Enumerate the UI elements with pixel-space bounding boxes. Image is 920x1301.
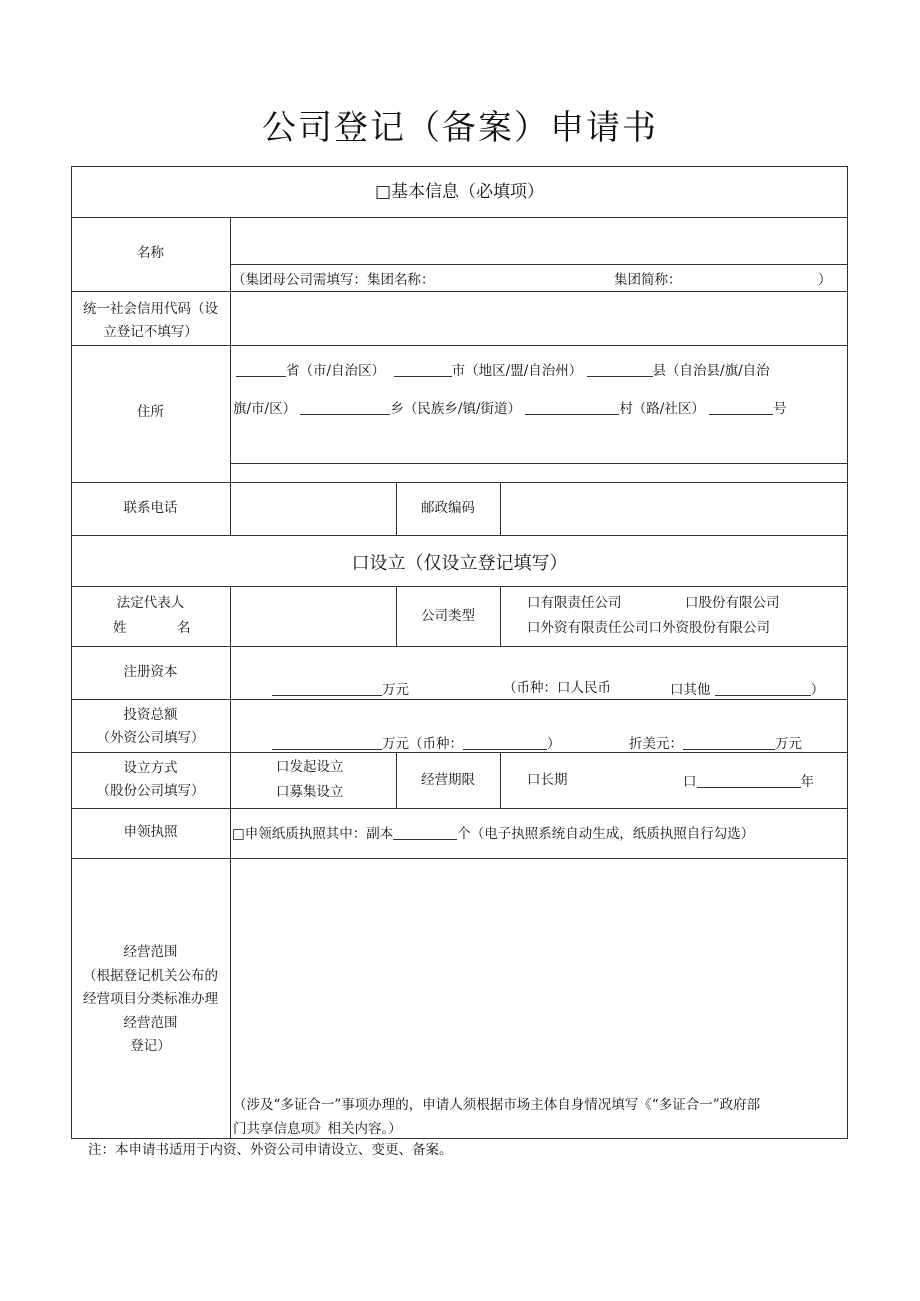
name-input[interactable] bbox=[232, 219, 846, 263]
scope-note: （涉及“多证合一”事项办理的，申请人须根据市场主体自身情况填写《“多证合一”政府部 门共享信息项》相关内容。） bbox=[233, 1097, 761, 1137]
scope-label: 经营范围 （根据登记机关公布的 经营项目分类标准办理 经营范围 登记） bbox=[83, 944, 218, 1054]
scope-input[interactable] bbox=[232, 860, 846, 1088]
term-years-field[interactable]: 口 年 bbox=[683, 774, 814, 790]
license-copies-field[interactable]: □申领纸质执照其中：副本 个（电子执照系统自动生成，纸质执照自行勾选） bbox=[232, 826, 755, 842]
legal-rep-name-char1: 姓 bbox=[113, 620, 127, 636]
license-label: 申领执照 bbox=[123, 824, 178, 840]
address-line1[interactable]: 省（市/自治区） 市（地区/盟/自治州） 县（自治县/旗/自治 bbox=[236, 363, 770, 379]
phone-input[interactable] bbox=[232, 484, 395, 534]
company-type-llc-checkbox[interactable]: 口有限责任公司 bbox=[527, 595, 622, 611]
company-type-joint-stock-checkbox[interactable]: 口股份有限公司 bbox=[685, 595, 780, 611]
group-close: ） bbox=[818, 272, 832, 288]
group-short-hint: 集团简称： bbox=[614, 272, 682, 288]
setup-method-promotion-checkbox[interactable]: 口发起设立 bbox=[276, 759, 344, 775]
section-basic-header: □基本信息（必填项） bbox=[374, 182, 545, 202]
company-type-label: 公司类型 bbox=[421, 608, 475, 624]
term-label: 经营期限 bbox=[421, 772, 475, 788]
company-type-foreign-checkboxes[interactable]: 口外资有限责任公司口外资股份有限公司 bbox=[527, 620, 770, 636]
legal-rep-label: 法定代表人 bbox=[116, 595, 185, 611]
page-title: 公司登记（备案）申请书 bbox=[262, 108, 658, 148]
address-label: 住所 bbox=[137, 404, 164, 420]
capital-amount-field[interactable]: 万元 bbox=[272, 682, 409, 698]
term-long-checkbox[interactable]: 口长期 bbox=[527, 772, 568, 788]
capital-other-currency[interactable]: 口其他 ） bbox=[670, 682, 825, 698]
footnote: 注：本申请书适用于内资、外资公司申请设立、变更、备案。 bbox=[88, 1142, 453, 1158]
legal-rep-name-char2: 名 bbox=[177, 620, 191, 636]
postcode-label: 邮政编码 bbox=[421, 500, 475, 516]
investment-usd-field[interactable]: 折美元： 万元 bbox=[629, 736, 802, 752]
setup-method-label: 设立方式 （股份公司填写） bbox=[96, 760, 205, 799]
investment-label: 投资总额 （外资公司填写） bbox=[96, 707, 205, 746]
address-extra-input[interactable] bbox=[232, 465, 846, 481]
capital-currency[interactable]: （币种：口人民币 bbox=[503, 680, 611, 696]
investment-amount-field[interactable]: 万元（币种： ） bbox=[272, 736, 561, 752]
credit-code-input[interactable] bbox=[232, 293, 846, 343]
legal-rep-input[interactable] bbox=[232, 588, 395, 645]
credit-code-label: 统一社会信用代码（设 立登记不填写） bbox=[83, 301, 218, 340]
capital-label: 注册资本 bbox=[123, 664, 178, 680]
phone-label: 联系电话 bbox=[123, 500, 178, 516]
group-name-hint: （集团母公司需填写：集团名称： bbox=[232, 272, 435, 288]
address-line2[interactable]: 旗/市/区） 乡（民族乡/镇/街道） 村（路/社区） 号 bbox=[233, 401, 787, 417]
section-setup-header: 口设立（仅设立登记填写） bbox=[351, 553, 568, 574]
name-label: 名称 bbox=[137, 245, 164, 261]
postcode-input[interactable] bbox=[502, 484, 846, 534]
setup-method-offering-checkbox[interactable]: 口募集设立 bbox=[276, 784, 344, 800]
